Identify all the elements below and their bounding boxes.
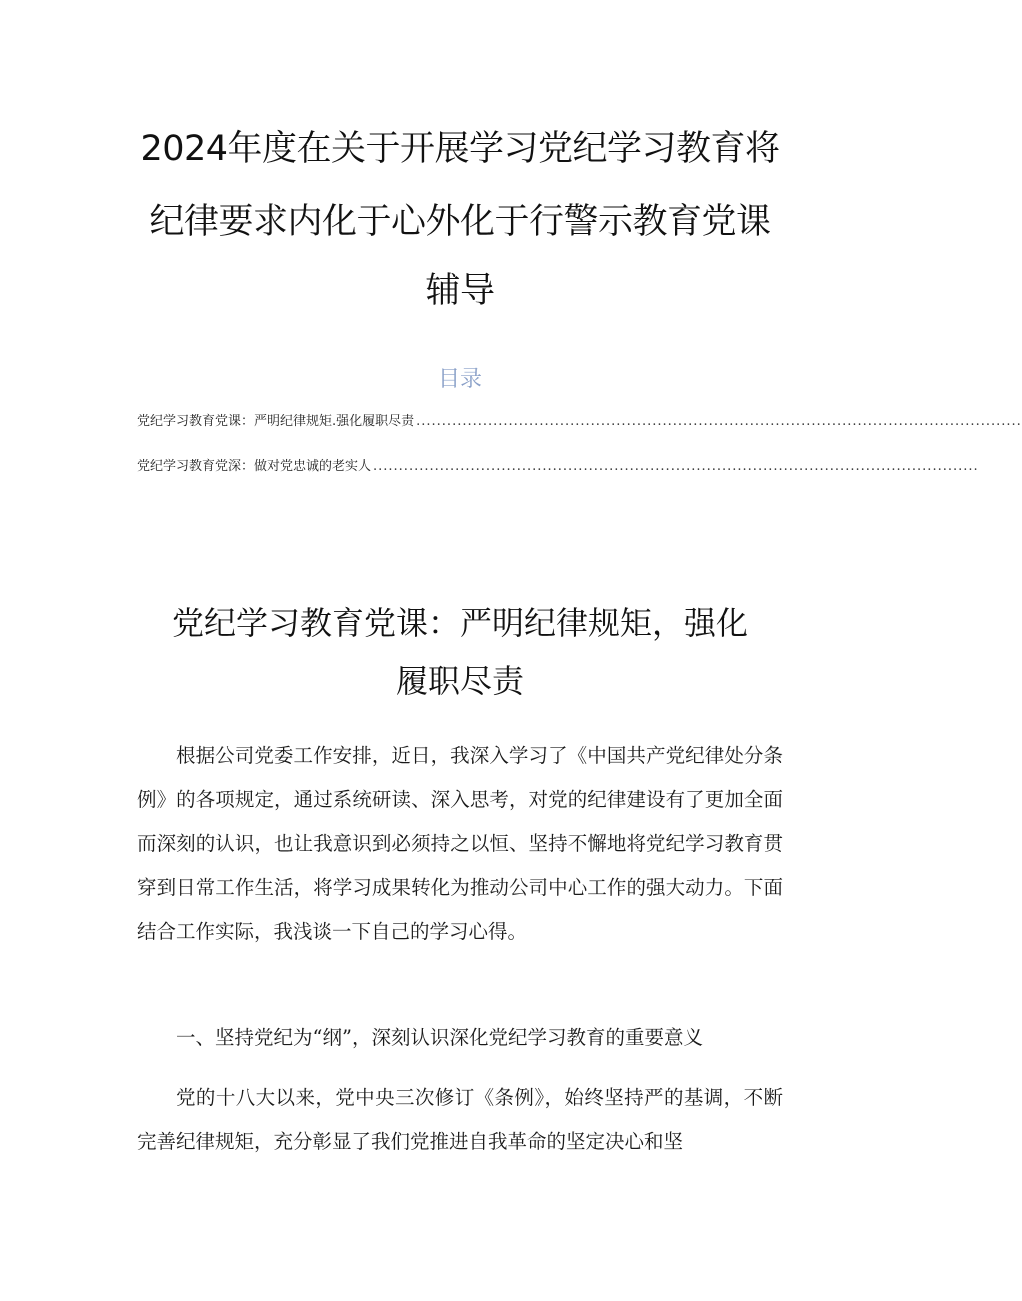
toc-heading: 目录 xyxy=(437,367,482,392)
body-paragraph: 党的十八大以来，党中央三次修订《条例》，始终坚持严的基调，不断完善纪律规矩，充分彰显了我们党推进自我革命的坚定决心和坚 xyxy=(137,1086,783,1153)
document-title-line-1: 2024年度在关于开展学习党纪学习教育将 xyxy=(140,129,780,169)
toc-entry[interactable] xyxy=(137,410,1022,430)
body-paragraph: 根据公司党委工作安排，近日，我深入学习了《中国共产党纪律处分条例》的各项规定，通过系统研读、深入思考，对党的纪律建设有了更加全面而深刻的认识，也让我意识到必须持之以恒、坚持不懈地将党纪学习教育贯穿到日常工作生活，将学习成果转化为推动公司中心工作的强大动力。下面结合工作实际，我浅谈一下自己的学习心得。 xyxy=(137,744,783,943)
toc-entry-label: 党纪学习教育党课：严明纪律规矩.强化履职尽责 xyxy=(137,414,415,429)
toc-entry-leader: ...................................................................................................................... xyxy=(416,414,1022,429)
section-title-line-2: 履职尽责 xyxy=(395,662,524,700)
section-subheading: 一、坚持党纪为“纲”，深刻认识深化党纪学习教育的重要意义 xyxy=(176,1026,703,1049)
document-title-line-2: 纪律要求内化于心外化于行警示教育党课 xyxy=(149,202,771,242)
toc-entry-leader: ...................................................................................................................... xyxy=(373,459,979,474)
toc-entry-label: 党纪学习教育党深：做对党忠诚的老实人 xyxy=(137,459,372,474)
toc-entry[interactable] xyxy=(137,455,979,475)
section-title-line-1: 党纪学习教育党课：严明纪律规矩，强化 xyxy=(171,604,748,642)
document-title-line-3: 辅导 xyxy=(425,271,495,311)
